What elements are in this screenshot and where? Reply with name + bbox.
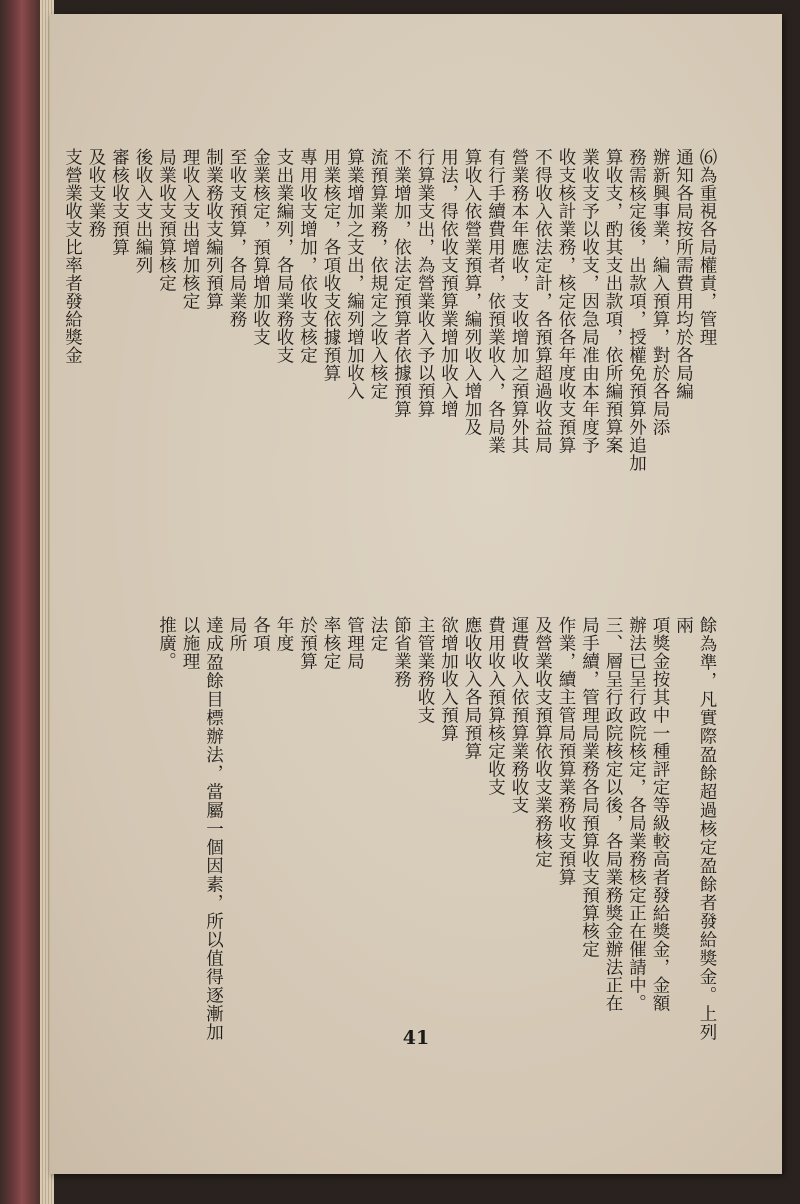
text-column: 局手續，管理局業務各局預算收支預算核定 — [579, 616, 600, 958]
book-page — [50, 14, 782, 1174]
text-column: 流預算業務，依規定之收入核定 — [368, 148, 388, 400]
page-number: 41 — [402, 1027, 430, 1049]
text-column: 審核收支預算 — [109, 148, 130, 256]
text-column: 金業核定，預算增加收支 — [250, 148, 271, 346]
upper-text-block — [62, 148, 718, 600]
text-column: 理收入支出增加核定 — [180, 148, 200, 310]
text-column: 於預算 — [297, 616, 318, 670]
text-column: 有行手續費用者，依預業收入，各局業 — [485, 148, 506, 454]
text-column: 通知各局按所需費用均於各局編 — [673, 148, 694, 400]
text-column: 欲增加收入預算 — [438, 616, 459, 742]
book-binding — [0, 0, 40, 1204]
text-column: 收支核計業務，核定依各年度收支預算 — [556, 148, 576, 454]
text-column: 率核定 — [321, 616, 341, 670]
text-column: 三、層呈行政院核定以後，各局業務獎金辦法正在 — [603, 616, 623, 1012]
text-column: 局所 — [227, 616, 247, 652]
lower-text-block — [118, 616, 718, 1041]
text-column: 及收支業務 — [86, 148, 106, 238]
text-column: 項獎金按其中一種評定等級較高者發給獎金，金額 — [650, 616, 670, 1012]
text-column: 達成盈餘目標辦法，當屬一個因素，所以值得逐漸加以施理 — [180, 616, 224, 1041]
text-column: 節省業務 — [391, 616, 412, 688]
text-column: 務需核定後，出款項，授權免預算外追加 — [626, 148, 647, 472]
text-column: 費用收入預算核定收支 — [485, 616, 506, 796]
text-column: 應收收入各局預算 — [462, 616, 482, 760]
text-column: 法定 — [368, 616, 388, 652]
text-column: 不業增加，依法定預算者依據預算 — [391, 148, 412, 418]
text-column: 算收入依營業預算，編列收入增加及 — [462, 148, 482, 436]
text-column: 餘為準，凡實際盈餘超過核定盈餘者發給獎金。上列兩 — [673, 616, 717, 1041]
text-column: 年度 — [274, 616, 294, 652]
text-column: 辦法已呈行政院核定，各局業務核定正在催請中。 — [626, 616, 647, 1012]
text-column: 用法，得依收支預算業增加收入增 — [438, 148, 459, 418]
text-column: 用業核定，各項收支依據預算 — [321, 148, 341, 382]
text-column: 行算業支出，為營業收入予以預算 — [415, 148, 435, 418]
text-column: 及營業收支預算依收支業務核定 — [532, 616, 553, 868]
text-column: 管理局 — [344, 616, 365, 670]
text-column: 不得收入依法定計，各預算超過收益局 — [532, 148, 553, 454]
text-column: 辦新興事業，編入預算，對於各局添 — [650, 148, 670, 436]
text-column: 局業收支預算核定 — [156, 148, 177, 292]
text-column: 業收支予以收支，因急局准由本年度予 — [579, 148, 600, 454]
text-column: 支出業編列，各局業務收支 — [274, 148, 294, 364]
text-column: ⑹為重視各局權責，管理 — [697, 148, 717, 346]
text-column: 支營業收支比率者發給獎金 — [62, 148, 83, 364]
text-column: 後收入支出編列 — [133, 148, 153, 274]
text-column: 至收支預算，各局業務 — [227, 148, 247, 328]
text-column: 推廣。 — [156, 616, 177, 670]
text-column: 營業務本年應收，支收增加之預算外其 — [509, 148, 529, 454]
text-column: 算收支，酌其支出款項，依所編預算案 — [603, 148, 623, 454]
text-column: 專用收支增加，依收支核定 — [297, 148, 318, 364]
text-column: 各項 — [250, 616, 271, 652]
text-column: 制業務收支編列預算 — [203, 148, 224, 310]
text-column: 運費收入依預算業務收支 — [509, 616, 529, 814]
text-column: 主管業務收支 — [415, 616, 435, 724]
text-column: 作業，續主管局預算業務收支預算 — [556, 616, 576, 886]
text-column: 算業增加之支出，編列增加收入 — [344, 148, 365, 400]
